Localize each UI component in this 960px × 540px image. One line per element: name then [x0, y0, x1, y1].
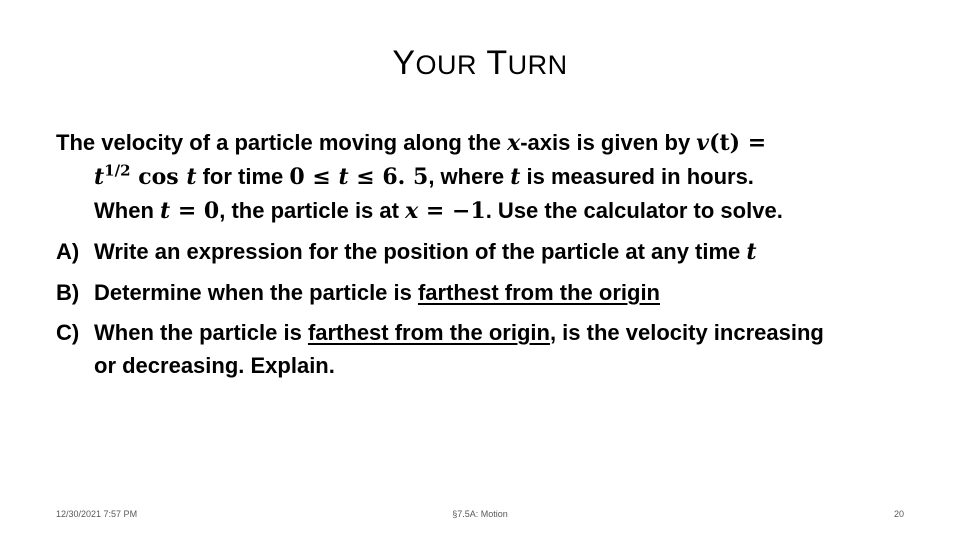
title-t: T: [486, 44, 508, 82]
problem-line-1: The velocity of a particle moving along the x-axis is given by v(t) =: [56, 130, 767, 156]
title-urn: URN: [507, 50, 568, 80]
item-c-line-2: or decreasing. Explain.: [94, 353, 335, 378]
item-c: C) When the particle is farthest from the origin, is the velocity increasing: [56, 316, 916, 349]
problem-line-2: $t^{1/2}$ cos t for time 0 ≤ t ≤ 6. 5, where t is measured in hours.: [94, 161, 754, 190]
underlined-phrase: farthest from the origin: [417, 280, 660, 305]
slide-title: [0, 44, 960, 83]
item-label: A): [56, 239, 80, 264]
problem-body: [56, 126, 916, 382]
item-label: B): [56, 280, 80, 305]
item-b: B) Determine when the particle is farthest from the origin: [56, 276, 916, 309]
problem-line-3: When t = 0, the particle is at x = −1. Use the calculator to solve.: [94, 198, 783, 224]
footer-section: §7.5A: Motion: [452, 509, 508, 519]
footer-date: 12/30/2021 7:57 PM: [56, 509, 138, 519]
underlined-phrase: farthest from the origin: [307, 320, 550, 345]
title-our: OUR: [415, 50, 477, 80]
title-y: Y: [392, 44, 416, 82]
item-label: C): [56, 320, 80, 345]
footer-page-number: 20: [893, 509, 904, 519]
item-a: A) Write an expression for the position of the particle at any time t: [56, 235, 916, 269]
